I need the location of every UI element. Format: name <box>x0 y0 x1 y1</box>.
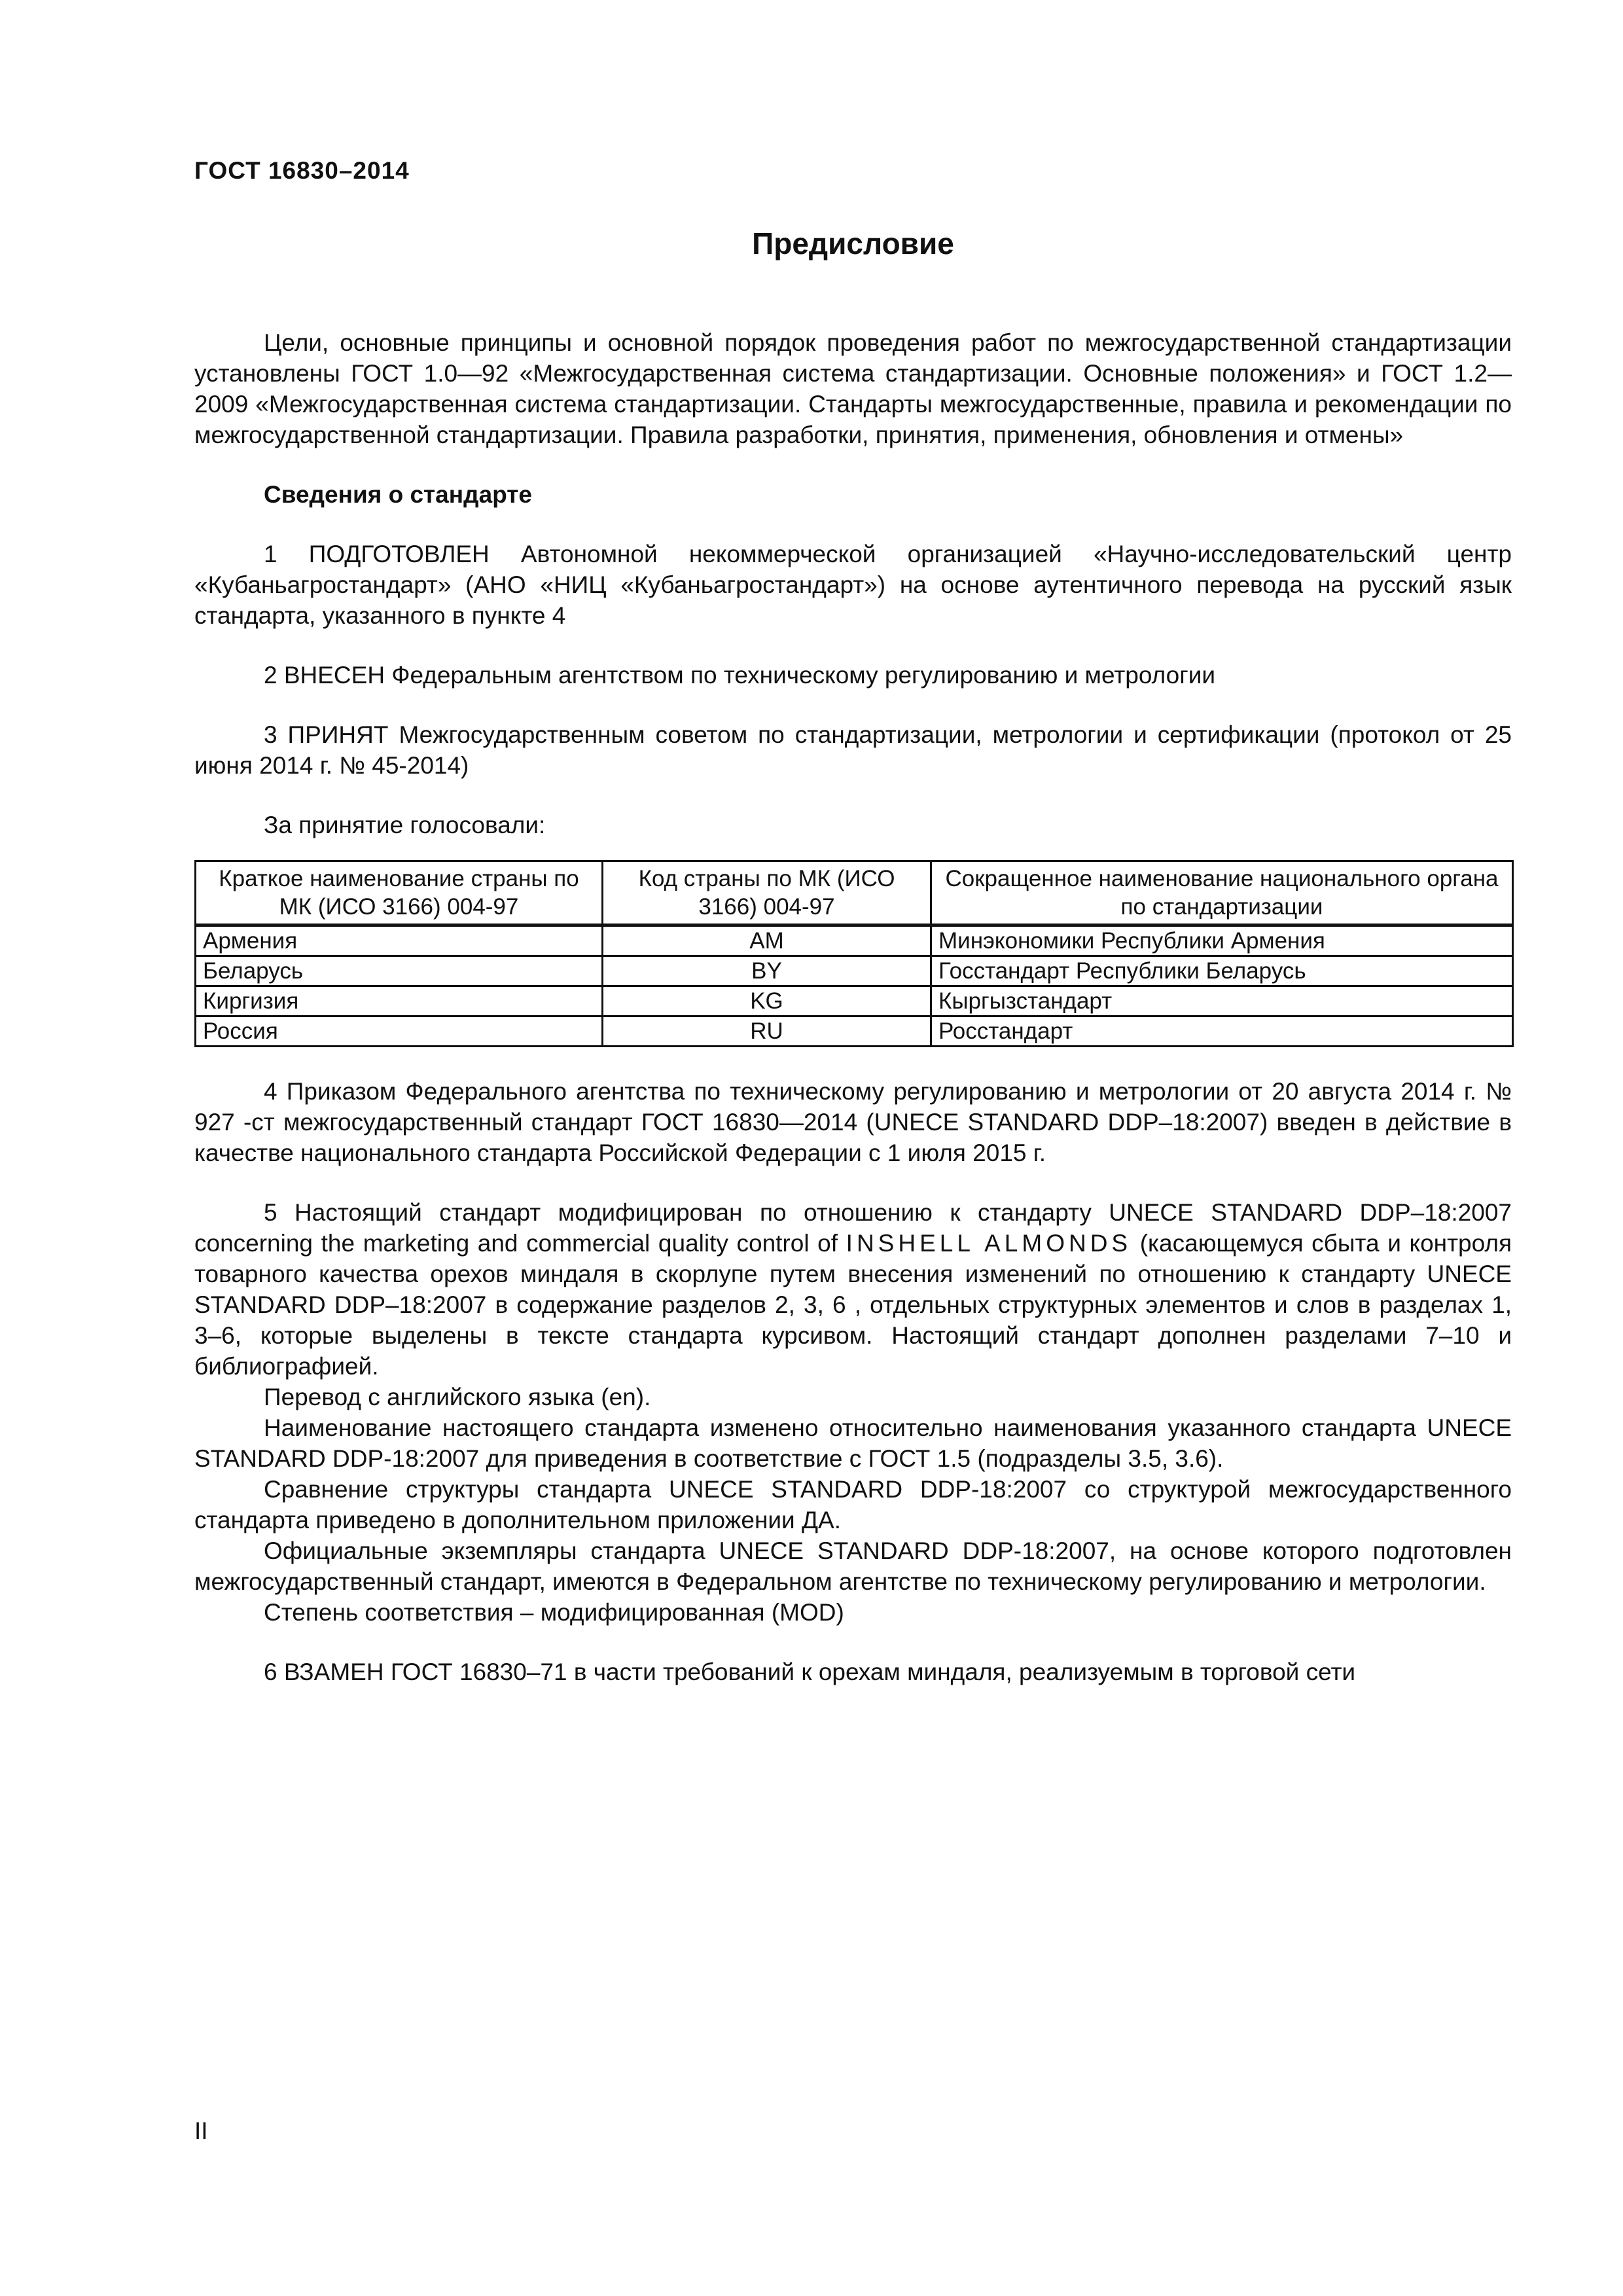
table-cell-code: RU <box>603 1016 931 1047</box>
table-cell-body: Минэкономики Республики Армения <box>931 925 1513 956</box>
conformity-note: Степень соответствия – модифицированная (MOD) <box>264 1599 844 1626</box>
table-cell-country: Россия <box>196 1016 603 1047</box>
table-row <box>196 1016 1513 1047</box>
item-5-paragraph <box>194 1197 1512 1382</box>
item-5-product-name: INSHELL ALMONDS <box>846 1230 1132 1257</box>
document-body <box>194 327 1512 1687</box>
table-header-code: Код страны по МК (ИСО 3166) 004-97 <box>603 861 931 925</box>
page-number: II <box>194 2117 208 2144</box>
item-2-paragraph: 2 ВНЕСЕН Федеральным агентством по техническому регулированию и метрологии <box>264 662 1216 689</box>
page-title: Предисловие <box>752 226 954 260</box>
name-change-note: Наименование настоящего стандарта изменено относительно наименования указанного стандарта UNECE STANDARD DDP-18:2007 для приведения в соответствие с ГОСТ 1.5 (подразделы 3.5, 3.6). <box>194 1414 1512 1472</box>
table-cell-body: Госстандарт Республики Беларусь <box>931 956 1513 986</box>
table-cell-country: Армения <box>196 925 603 956</box>
table-cell-code: AM <box>603 925 931 956</box>
item-1-paragraph: 1 ПОДГОТОВЛЕН Автономной некоммерческой организацией «Научно-исследовательский центр «Кубаньагростандарт» (АНО «НИЦ «Кубаньагростандарт») на основе аутентичного перевода на русский язык стандарта, указанного в пункте 4 <box>194 541 1512 629</box>
table-cell-country: Беларусь <box>196 956 603 986</box>
official-copies-note: Официальные экземпляры стандарта UNECE STANDARD DDP-18:2007, на основе которого подготовлен межгосударственный стандарт, имеются в Федеральном агентстве по техническому регулированию и метрологии. <box>194 1537 1512 1595</box>
table-row <box>196 925 1513 956</box>
table-header-body: Сокращенное наименование национального органа по стандартизации <box>931 861 1513 925</box>
comparison-note: Сравнение структуры стандарта UNECE STANDARD DDP-18:2007 со структурой межгосударственного стандарта приведено в дополнительном приложении ДА. <box>194 1476 1512 1534</box>
table-cell-body: Росстандарт <box>931 1016 1513 1047</box>
table-row <box>196 986 1513 1016</box>
table-header-row <box>196 861 1513 925</box>
table-row <box>196 956 1513 986</box>
item-5-tail: (касающемуся сбыта и контроля товарного качества орехов миндаля в скорлупе путем внесения изменений по отношению к стандарту UNECE STANDARD DDP–18:2007 в содержание разделов 2, 3, 6 , отдельных структурных элементов и слов в разделах 1, 3–6, которые выделены в тексте стандарта курсивом. Настоящий стандарт дополнен разделами 7–10 и библиографией. <box>194 1230 1512 1380</box>
voting-table <box>194 860 1514 1047</box>
item-4-paragraph: 4 Приказом Федерального агентства по техническому регулированию и метрологии от 20 августа 2014 г. № 927 -ст межгосударственный стандарт ГОСТ 16830—2014 (UNECE STANDARD DDP–18:2007) введен в действие в качестве национального стандарта Российской Федерации с 1 июля 2015 г. <box>194 1078 1512 1166</box>
vote-caption: За принятие голосовали: <box>264 812 546 838</box>
table-cell-body: Кыргызстандарт <box>931 986 1513 1016</box>
table-header-country: Краткое наименование страны по МК (ИСО 3166) 004-97 <box>196 861 603 925</box>
document-page <box>194 0 1512 2296</box>
intro-paragraph: Цели, основные принципы и основной порядок проведения работ по межгосударственной стандартизации установлены ГОСТ 1.0—92 «Межгосударственная система стандартизации. Основные положения» и ГОСТ 1.2—2009 «Межгосударственная система стандартизации. Стандарты межгосударственные, правила и рекомендации по межгосударственной стандартизации. Правила разработки, принятия, применения, обновления и отмены» <box>194 329 1512 448</box>
table-cell-code: BY <box>603 956 931 986</box>
item-3-paragraph: 3 ПРИНЯТ Межгосударственным советом по стандартизации, метрологии и сертификации (протокол от 25 июня 2014 г. № 45-2014) <box>194 721 1512 779</box>
document-code: ГОСТ 16830–2014 <box>194 157 410 184</box>
translation-note: Перевод с английского языка (en). <box>264 1384 651 1410</box>
section-heading: Сведения о стандарте <box>264 481 532 508</box>
table-cell-country: Киргизия <box>196 986 603 1016</box>
item-6-paragraph: 6 ВЗАМЕН ГОСТ 16830–71 в части требований к орехам миндаля, реализуемым в торговой сети <box>264 1659 1356 1685</box>
item-5-lead: 5 Настоящий стандарт модифицирован по отношению к стандарту UNECE STANDARD DDP–18:2007 concerning the marketing and commercial quality control of <box>194 1199 1512 1257</box>
table-cell-code: KG <box>603 986 931 1016</box>
